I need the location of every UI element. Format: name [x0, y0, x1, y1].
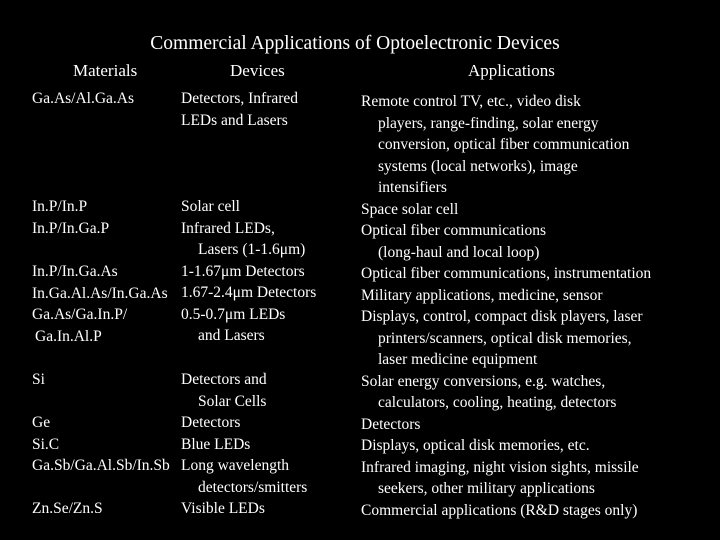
application-line: Military applications, medicine, sensor — [361, 286, 603, 304]
material-line: Ga.As/Al.Ga.As — [32, 90, 135, 107]
device-line: Blue LEDs — [181, 435, 251, 453]
devices-group — [181, 196, 316, 347]
devices-group — [181, 88, 298, 131]
material-line: Si.C — [32, 435, 60, 453]
material-line: In.P/In.Ga.As — [32, 263, 118, 280]
materials-group — [32, 369, 45, 391]
application-line: laser medicine equipment — [378, 351, 538, 368]
application-line: Detectors — [361, 415, 421, 433]
application-line: Displays, optical disk memories, etc. — [361, 437, 590, 454]
application-line: (long-haul and local loop) — [378, 243, 540, 261]
application-line: calculators, cooling, heating, detectors — [378, 394, 617, 411]
device-line: Detectors — [181, 414, 241, 431]
application-line: conversion, optical fiber communication — [378, 136, 630, 153]
application-line: seekers, other military applications — [378, 480, 595, 497]
application-line: Commercial applications (R&D stages only) — [361, 501, 638, 519]
header-materials: Materials — [73, 61, 138, 80]
material-line: Si — [32, 371, 45, 388]
application-line: printers/scanners, optical disk memories, — [378, 329, 632, 347]
header-applications: Applications — [468, 61, 555, 80]
application-line: Remote control TV, etc., video disk — [361, 93, 581, 110]
device-line: Infrared LEDs, — [181, 219, 275, 237]
material-line: Ga.Sb/Ga.Al.Sb/In.Sb — [32, 457, 170, 474]
application-line: intensifiers — [378, 179, 447, 196]
application-line: Infrared imaging, night vision sights, missile — [361, 458, 639, 476]
device-line: Detectors, Infrared — [181, 90, 299, 107]
material-line: Ge — [32, 414, 51, 431]
device-line: 0.5-0.7μm LEDs — [181, 305, 286, 323]
slide-title: Commercial Applications of Optoelectronic Devices — [150, 33, 560, 54]
device-line: 1.67-2.4μm Detectors — [181, 284, 317, 301]
application-line: Space solar cell — [361, 200, 459, 218]
material-line: In.P/In.Ga.P — [32, 219, 110, 237]
device-line: Visible LEDs — [181, 500, 265, 517]
device-line: Detectors and — [181, 371, 267, 388]
material-line: In.P/In.P — [32, 198, 88, 215]
device-line: Solar cell — [181, 198, 240, 215]
material-line: In.Ga.Al.As/In.Ga.As — [32, 284, 168, 302]
materials-group — [32, 196, 109, 239]
materials-group — [32, 261, 168, 347]
device-line: 1-1.67μm Detectors — [181, 262, 305, 280]
application-line: Optical fiber communications, instrumentation — [361, 265, 652, 282]
device-line: Long wavelength — [181, 457, 290, 474]
application-line: Displays, control, compact disk players, laser — [361, 308, 643, 325]
application-line: systems (local networks), image — [378, 157, 578, 175]
materials-group — [32, 412, 170, 477]
application-line: players, range-finding, solar energy — [378, 114, 599, 132]
device-line: Solar Cells — [198, 392, 267, 410]
material-line: Ga.In.Al.P — [35, 327, 102, 345]
application-line: Solar energy conversions, e.g. watches, — [361, 372, 606, 390]
device-line: detectors/smitters — [198, 478, 308, 496]
device-line: LEDs and Lasers — [181, 111, 288, 129]
material-line: Zn.Se/Zn.S — [32, 500, 103, 517]
materials-group — [32, 498, 103, 520]
application-line: Optical fiber communications — [361, 222, 547, 239]
applications-column — [361, 91, 651, 521]
header-devices: Devices — [230, 61, 285, 80]
devices-group — [181, 369, 307, 520]
materials-group — [32, 88, 134, 110]
device-line: and Lasers — [198, 327, 265, 344]
device-line: Lasers (1-1.6μm) — [198, 241, 306, 258]
material-line: Ga.As/Ga.In.P/ — [32, 306, 128, 323]
